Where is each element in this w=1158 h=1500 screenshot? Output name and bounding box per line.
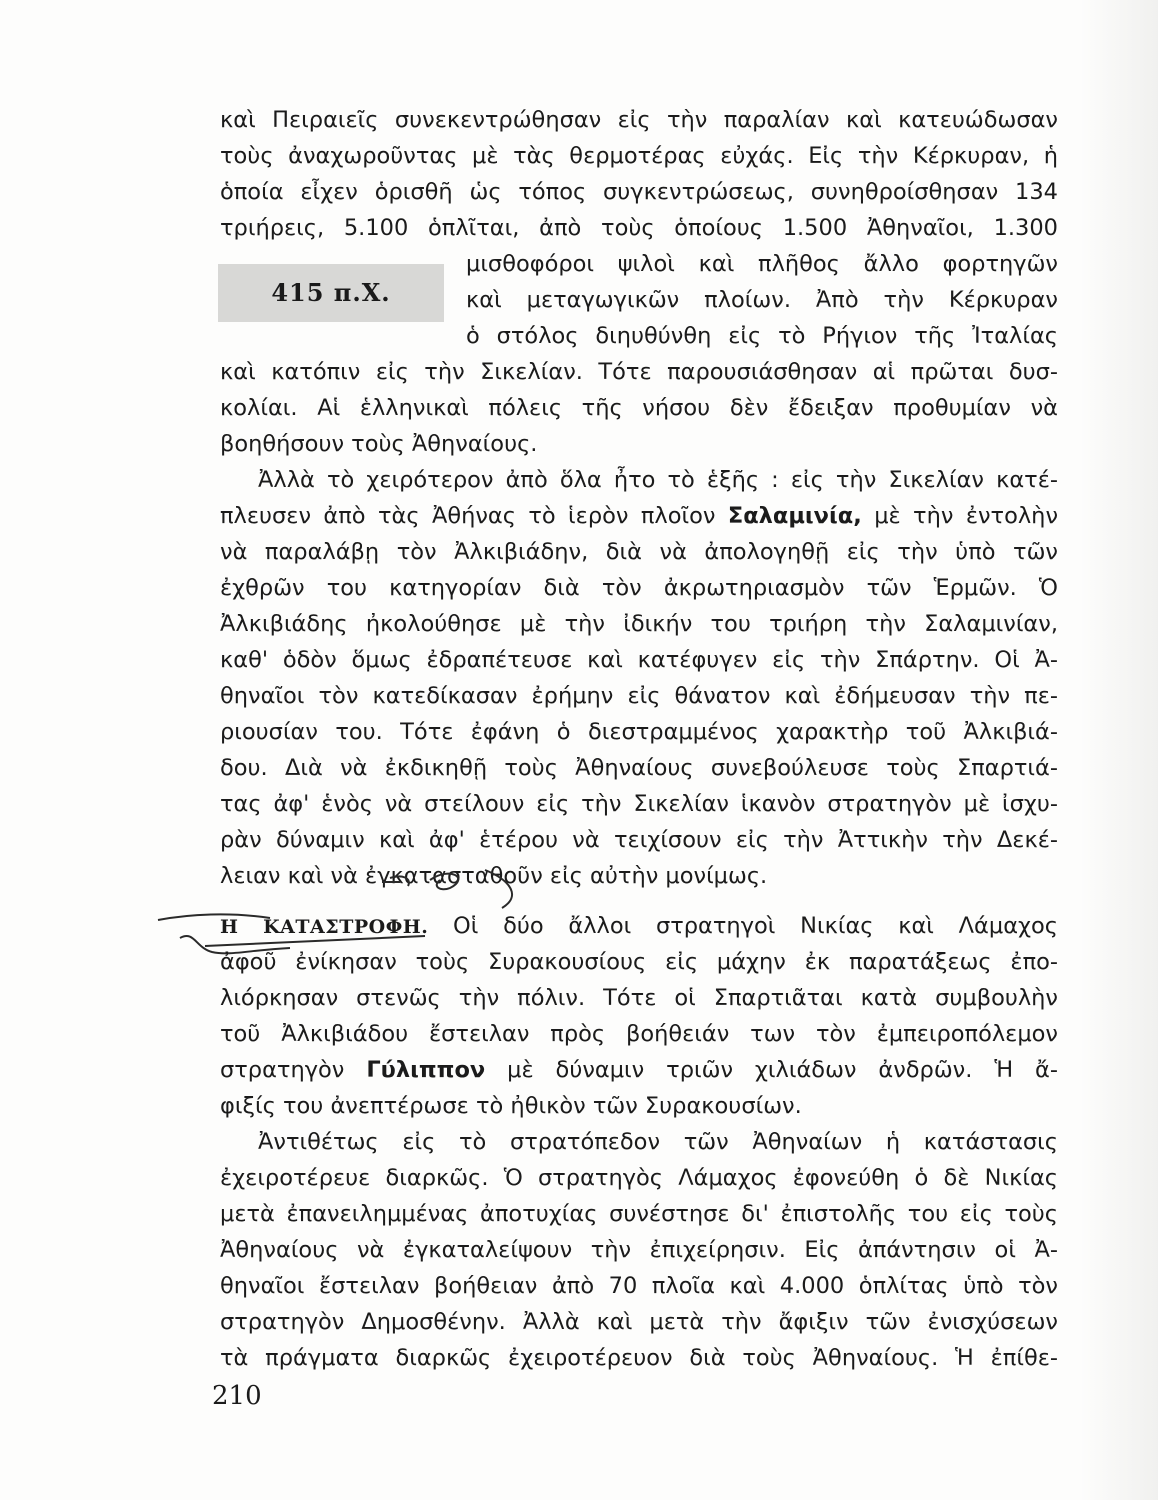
text-line: καὶ μεταγωγικῶν πλοίων. Ἀπὸ τὴν Κέρκυραν — [466, 287, 1058, 313]
text-segment: πλευσεν ἀπὸ τὰς Ἀθήνας τὸ ἱερὸν πλοῖον — [220, 503, 716, 529]
text-line: βοηθήσουν τοὺς Ἀθηναίους. — [220, 431, 538, 457]
ship-name: Σαλαμινία, — [727, 503, 862, 529]
text-line: Ἀντιθέτως εἰς τὸ στρατόπεδον τῶν Ἀθηναίων ἡ κατάστασις — [258, 1129, 1058, 1155]
text-segment: στρατηγὸν — [220, 1057, 345, 1083]
text-line: δου. Διὰ νὰ ἐκδικηθῇ τοὺς Ἀθηναίους συνεβούλευσε τοὺς Σπαρτιά- — [220, 755, 1058, 781]
text-line: κολίαι. Αἱ ἑλληνικαὶ πόλεις τῆς νήσου δὲν ἔδειξαν προθυμίαν νὰ — [220, 395, 1058, 421]
text-line: μισθοφόροι ψιλοὶ καὶ πλῆθος ἄλλο φορτηγῶν — [466, 251, 1058, 277]
text-line: λειαν καὶ νὰ ἐγκατασταθοῦν εἰς αὐτὴν μονίμως. — [220, 863, 768, 889]
text-segment: μὲ δύναμιν τριῶν χιλιάδων ἀνδρῶν. Ἡ ἄ- — [507, 1057, 1058, 1083]
text-line-with-bold — [220, 1052, 1058, 1088]
text-line: καὶ Πειραιεῖς συνεκεντρώθησαν εἰς τὴν παραλίαν καὶ κατευώδωσαν — [220, 107, 1058, 133]
text-line: στρατηγὸν Δημοσθένην. Ἀλλὰ καὶ μετὰ τὴν ἄφιξιν τῶν ἐνισχύσεων — [220, 1309, 1058, 1335]
text-line: θηναῖοι ἔστειλαν βοήθειαν ἀπὸ 70 πλοῖα καὶ 4.000 ὁπλίτας ὑπὸ τὸν — [220, 1273, 1058, 1299]
margin-date-box — [218, 264, 444, 322]
text-line: καθ' ὁδὸν ὅμως ἐδραπέτευσε καὶ κατέφυγεν εἰς τὴν Σπάρτην. Οἱ Ἀ- — [220, 647, 1058, 673]
general-name: Γύλιππον — [366, 1057, 486, 1083]
page-edge-shadow — [1080, 0, 1158, 1500]
text-line: τὰ πράγματα διαρκῶς ἐχειροτέρευον διὰ τοὺς Ἀθηναίους. Ἡ ἐπίθε- — [220, 1345, 1058, 1371]
text-segment: Οἱ δύο ἄλλοι στρατηγοὶ Νικίας καὶ Λάμαχος — [453, 913, 1058, 939]
text-line: τας ἀφ' ἑνὸς νὰ στείλουν εἰς τὴν Σικελίαν ἱκανὸν στρατηγὸν μὲ ἰσχυ- — [220, 791, 1058, 817]
text-line-with-bold — [220, 498, 1058, 534]
text-line: φιξίς του ἀνεπτέρωσε τὸ ἠθικὸν τῶν Συρακουσίων. — [220, 1093, 802, 1119]
section-heading: Η ΚΑΤΑΣΤΡΟΦΗ. — [220, 916, 429, 938]
section-heading-line — [220, 908, 1058, 944]
text-line: θηναῖοι τὸν κατεδίκασαν ἐρήμην εἰς θάνατον καὶ ἐδήμευσαν τὴν πε- — [220, 683, 1058, 709]
margin-date-label: 415 π.Χ. — [271, 278, 391, 307]
text-line: ὁποία εἶχεν ὁρισθῆ ὡς τόπος συγκεντρώσεως, συνηθροίσθησαν 134 — [220, 179, 1058, 205]
text-line: ρὰν δύναμιν καὶ ἀφ' ἑτέρου νὰ τειχίσουν εἰς τὴν Ἀττικὴν τὴν Δεκέ- — [220, 827, 1058, 853]
text-segment: μὲ τὴν ἐντολὴν — [874, 503, 1059, 529]
text-line: Ἀλλὰ τὸ χειρότερον ἀπὸ ὅλα ἦτο τὸ ἑξῆς : εἰς τὴν Σικελίαν κατέ- — [258, 467, 1058, 493]
text-line: ἀφοῦ ἐνίκησαν τοὺς Συρακουσίους εἰς μάχην ἐκ παρατάξεως ἐπο- — [220, 949, 1058, 975]
text-line: ἐχειροτέρευε διαρκῶς. Ὁ στρατηγὸς Λάμαχος ἐφονεύθη ὁ δὲ Νικίας — [220, 1165, 1058, 1191]
text-line: Ἀλκιβιάδης ἠκολούθησε μὲ τὴν ἰδικήν του τριήρη τὴν Σαλαμινίαν, — [220, 611, 1058, 637]
text-line: ὁ στόλος διηυθύνθη εἰς τὸ Ρήγιον τῆς Ἰταλίας — [466, 323, 1058, 349]
text-line: λιόρκησαν στενῶς τὴν πόλιν. Τότε οἱ Σπαρτιᾶται κατὰ συμβουλὴν — [220, 985, 1058, 1011]
text-line: μετὰ ἐπανειλημμένας ἀποτυχίας συνέστησε δι' ἐπιστολῆς του εἰς τοὺς — [220, 1201, 1058, 1227]
text-line: ριουσίαν του. Τότε ἐφάνη ὁ διεστραμμένος χαρακτὴρ τοῦ Ἀλκιβιά- — [220, 719, 1058, 745]
text-line: ἐχθρῶν του κατηγορίαν διὰ τὸν ἀκρωτηριασμὸν τῶν Ἑρμῶν. Ὁ — [220, 575, 1058, 601]
text-line: τοῦ Ἀλκιβιάδου ἔστειλαν πρὸς βοήθειάν των τὸν ἐμπειροπόλεμον — [220, 1021, 1058, 1047]
text-line: καὶ κατόπιν εἰς τὴν Σικελίαν. Τότε παρουσιάσθησαν αἱ πρῶται δυσ- — [220, 359, 1058, 385]
page-number: 210 — [212, 1381, 262, 1411]
text-line: Ἀθηναίους νὰ ἐγκαταλείψουν τὴν ἐπιχείρησιν. Εἰς ἀπάντησιν οἱ Ἀ- — [220, 1237, 1058, 1263]
text-line: τοὺς ἀναχωροῦντας μὲ τὰς θερμοτέρας εὐχάς. Εἰς τὴν Κέρκυραν, ἡ — [220, 143, 1058, 169]
text-line: νὰ παραλάβῃ τὸν Ἀλκιβιάδην, διὰ νὰ ἀπολογηθῇ εἰς τὴν ὑπὸ τῶν — [220, 539, 1058, 565]
text-line: τριήρεις, 5.100 ὁπλῖται, ἀπὸ τοὺς ὁποίους 1.500 Ἀθηναῖοι, 1.300 — [220, 215, 1058, 241]
